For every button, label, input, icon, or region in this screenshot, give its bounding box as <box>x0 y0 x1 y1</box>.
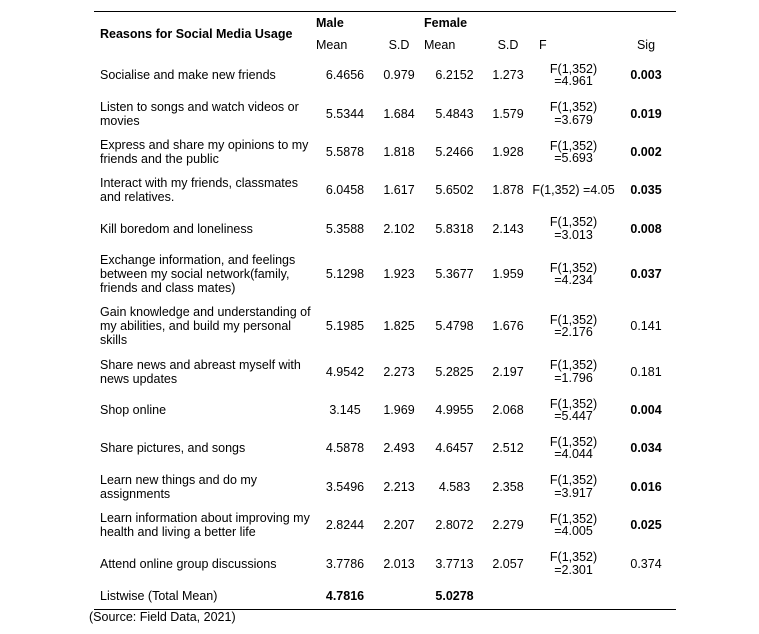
reason-cell: Share pictures, and songs <box>100 441 246 455</box>
f-statistic-label: F(1,352) <box>549 260 598 275</box>
male-sd-cell: 1.969 <box>383 403 415 417</box>
reason-cell: Learn new things and do my assignments <box>100 472 258 501</box>
male-mean-cell: 4.5878 <box>325 441 365 455</box>
male-mean-cell: 4.9542 <box>325 364 365 379</box>
reason-cell: Express and share my opinions to my friends and the public <box>100 138 309 166</box>
f-statistic-label: F(1,352) <box>549 61 598 76</box>
listwise-label: Listwise (Total Mean) <box>94 583 316 610</box>
male-sd-cell: 1.825 <box>383 319 415 333</box>
female-mean-cell: 5.8318 <box>435 221 474 236</box>
table-row <box>94 391 676 429</box>
male-mean-cell: 5.5878 <box>325 145 365 159</box>
reason-cell: Exchange information, and feelings between my social network(family, friends and class mates) <box>100 253 296 295</box>
significance-cell: 0.141 <box>630 319 662 333</box>
listwise-total-row <box>94 583 676 610</box>
male-sd-cell: 1.684 <box>383 106 415 121</box>
male-mean-cell: 3.7786 <box>325 556 365 571</box>
f-statistic-label: F(1,352) <box>549 396 598 411</box>
f-statistic-value: =2.301 <box>554 562 593 577</box>
sig-header: Sig <box>636 38 656 52</box>
female-mean-cell: 4.6457 <box>435 441 474 455</box>
male-sd-cell: 2.273 <box>383 364 415 379</box>
listwise-male-mean: 4.7816 <box>316 583 374 610</box>
table-row <box>94 506 676 544</box>
f-statistic-value: =4.005 <box>554 524 593 538</box>
f-header: F <box>539 38 547 52</box>
reason-cell: Shop online <box>100 403 167 417</box>
male-mean-cell: 5.1985 <box>325 319 365 333</box>
f-statistic-value: =4.961 <box>554 74 593 88</box>
male-sd-cell: 2.207 <box>383 518 415 532</box>
f-statistic-value: =4.234 <box>554 273 593 287</box>
male-sd-cell: 2.102 <box>383 221 415 236</box>
empty-cell <box>485 583 531 610</box>
female-sd-cell: 1.579 <box>492 106 524 121</box>
empty-cell <box>531 583 616 610</box>
female-sd-header: S.D <box>497 38 519 52</box>
table-row <box>94 248 676 300</box>
header-row-groups <box>94 12 676 35</box>
f-statistic-label: F(1,352) <box>549 550 598 564</box>
male-mean-cell: 5.1298 <box>325 267 365 281</box>
male-header: Male <box>316 12 424 35</box>
f-statistic-cell <box>531 133 616 171</box>
f-statistic-value: =3.679 <box>554 112 593 127</box>
social-media-usage-table <box>94 11 676 610</box>
female-sd-cell: 1.959 <box>492 267 524 281</box>
male-sd-cell: 2.493 <box>383 441 415 455</box>
table-row <box>94 94 676 133</box>
reason-cell: Interact with my friends, classmates and relatives. <box>100 176 298 204</box>
male-sd-cell: 1.923 <box>383 267 415 281</box>
f-statistic-value: =2.176 <box>554 325 593 339</box>
male-mean-cell: 6.4656 <box>325 68 365 82</box>
reason-cell: Gain knowledge and understanding of my abilities, and build my personal skills <box>100 305 311 347</box>
f-statistic-cell <box>531 352 616 391</box>
female-sd-cell: 2.358 <box>492 479 524 494</box>
significance-cell: 0.025 <box>630 518 662 532</box>
table-row <box>94 300 676 352</box>
reason-cell: Socialise and make new friends <box>100 68 276 82</box>
empty-cell <box>374 583 424 610</box>
f-statistic-label: F(1,352) <box>549 100 598 114</box>
significance-cell: 0.004 <box>630 403 662 417</box>
reason-cell: Listen to songs and watch videos or movies <box>100 99 299 128</box>
reason-cell: Attend online group discussions <box>100 556 277 571</box>
f-statistic-label: F(1,352) =4.05 <box>532 182 615 197</box>
table-row <box>94 209 676 248</box>
male-mean-cell: 3.5496 <box>325 479 365 494</box>
f-statistic-cell <box>531 300 616 352</box>
female-mean-cell: 2.8072 <box>435 518 474 532</box>
f-statistic-label: F(1,352) <box>549 215 598 229</box>
significance-cell: 0.181 <box>630 364 662 379</box>
significance-cell: 0.034 <box>630 441 662 455</box>
f-statistic-label: F(1,352) <box>549 473 598 487</box>
significance-cell: 0.037 <box>630 267 662 281</box>
male-mean-cell: 3.145 <box>329 403 361 417</box>
female-sd-cell: 1.273 <box>492 68 524 82</box>
f-statistic-label: F(1,352) <box>549 312 598 327</box>
male-sd-cell: 1.617 <box>383 183 415 197</box>
female-mean-cell: 5.2466 <box>435 145 474 159</box>
f-statistic-value: =5.693 <box>554 151 593 165</box>
female-sd-cell: 2.512 <box>492 441 524 455</box>
female-mean-cell: 5.4843 <box>435 106 474 121</box>
female-mean-cell: 5.2825 <box>435 364 474 379</box>
male-mean-cell: 5.5344 <box>325 106 365 121</box>
male-mean-cell: 2.8244 <box>325 518 365 532</box>
significance-cell: 0.035 <box>630 183 662 197</box>
table-source-note: (Source: Field Data, 2021) <box>89 610 236 624</box>
female-sd-cell: 2.279 <box>492 518 524 532</box>
female-sd-cell: 2.057 <box>492 556 524 571</box>
f-statistic-cell <box>531 544 616 583</box>
f-statistic-value: =3.013 <box>554 227 593 242</box>
reason-cell: Kill boredom and loneliness <box>100 221 253 236</box>
reason-cell: Learn information about improving my health and living a better life <box>100 511 310 539</box>
f-statistic-value: =3.917 <box>554 485 593 500</box>
table-row <box>94 544 676 583</box>
f-statistic-cell <box>531 506 616 544</box>
significance-cell: 0.002 <box>630 145 662 159</box>
empty-cell <box>616 583 676 610</box>
male-sd-cell: 2.013 <box>383 556 415 571</box>
male-sd-cell: 2.213 <box>383 479 415 494</box>
table-row <box>94 429 676 467</box>
f-statistic-cell <box>531 467 616 506</box>
female-sd-cell: 2.197 <box>492 364 524 379</box>
male-sd-cell: 0.979 <box>383 68 415 82</box>
f-statistic-label: F(1,352) <box>549 434 598 449</box>
male-sd-cell: 1.818 <box>383 145 415 159</box>
female-mean-cell: 4.9955 <box>435 403 474 417</box>
f-statistic-cell <box>531 94 616 133</box>
female-mean-cell: 5.3677 <box>435 267 474 281</box>
male-sd-header: S.D <box>388 38 410 52</box>
female-sd-cell: 1.878 <box>492 183 524 197</box>
female-mean-cell: 3.7713 <box>435 556 474 571</box>
female-sd-cell: 2.068 <box>492 403 524 417</box>
f-statistic-label: F(1,352) <box>549 138 598 153</box>
female-sd-cell: 1.676 <box>492 319 524 333</box>
f-statistic-label: F(1,352) <box>549 358 598 372</box>
female-mean-cell: 5.4798 <box>435 319 474 333</box>
f-statistic-cell <box>531 391 616 429</box>
significance-cell: 0.016 <box>630 479 662 494</box>
reason-cell: Share news and abreast myself with news updates <box>100 357 301 386</box>
table-row <box>94 467 676 506</box>
female-sd-cell: 2.143 <box>492 221 524 236</box>
female-mean-cell: 6.2152 <box>435 68 474 82</box>
table-row <box>94 352 676 391</box>
table-row <box>94 56 676 94</box>
male-mean-cell: 5.3588 <box>325 221 365 236</box>
female-header: Female <box>424 12 531 35</box>
listwise-female-mean: 5.0278 <box>424 583 485 610</box>
female-mean-cell: 5.6502 <box>435 183 474 197</box>
f-statistic-cell <box>531 429 616 467</box>
male-mean-cell: 6.0458 <box>325 183 365 197</box>
f-statistic-label: F(1,352) <box>549 511 598 526</box>
table-row <box>94 133 676 171</box>
f-statistic-value: =4.044 <box>554 447 593 461</box>
f-statistic-cell <box>531 209 616 248</box>
significance-cell: 0.019 <box>630 106 662 121</box>
table-row <box>94 171 676 209</box>
female-mean-cell: 4.583 <box>438 479 471 494</box>
f-statistic-cell <box>531 248 616 300</box>
f-statistic-cell <box>531 171 616 209</box>
f-statistic-value: =5.447 <box>554 409 593 423</box>
significance-cell: 0.374 <box>630 556 662 571</box>
female-mean-header: Mean <box>424 38 456 52</box>
reasons-header: Reasons for Social Media Usage <box>94 12 316 57</box>
f-statistic-cell <box>531 56 616 94</box>
female-sd-cell: 1.928 <box>492 145 524 159</box>
significance-cell: 0.003 <box>630 68 662 82</box>
significance-cell: 0.008 <box>630 221 662 236</box>
f-statistic-value: =1.796 <box>554 370 593 385</box>
male-mean-header: Mean <box>316 38 348 52</box>
